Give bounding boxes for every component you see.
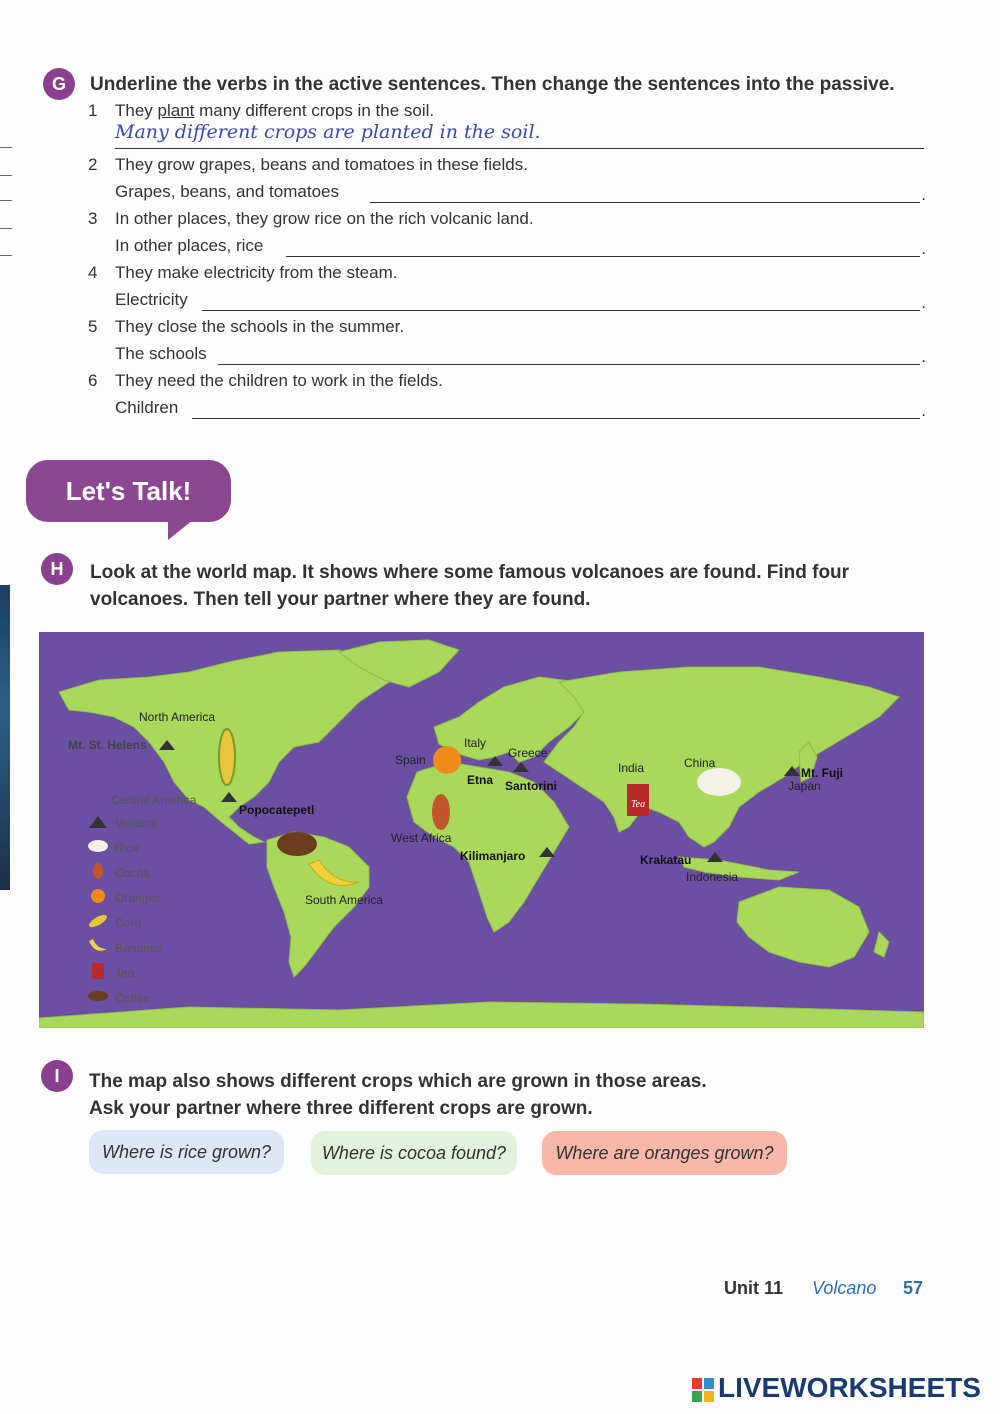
volcano-icon xyxy=(87,812,109,830)
exercise-h-instruction-line1: Look at the world map. It shows where some famous volcanoes are found. Find four xyxy=(90,562,850,583)
speech-bubble-oranges: Where are oranges grown? xyxy=(542,1131,787,1175)
answer-text[interactable]: Many different crops are planted in the soil. xyxy=(115,121,541,143)
legend-label: Coffee xyxy=(115,991,151,1005)
land-asia xyxy=(544,667,899,847)
label-china: China xyxy=(684,756,716,770)
answer-start: Children xyxy=(115,398,179,417)
label-india: India xyxy=(618,761,645,775)
legend-rice xyxy=(87,837,217,861)
label-north-america: North America xyxy=(139,710,216,724)
exercise-item-6 xyxy=(88,371,928,425)
item-number: 1 xyxy=(88,101,98,120)
answer-line xyxy=(115,148,924,149)
period: . xyxy=(921,293,926,312)
label-central-america: Central America xyxy=(111,793,197,807)
answer-start: Grapes, beans, and tomatoes xyxy=(115,182,339,201)
lets-talk-banner xyxy=(26,460,231,522)
answer-blank[interactable] xyxy=(192,418,920,419)
volcano-krakatau[interactable]: Krakatau xyxy=(640,853,692,867)
answer-start: Electricity xyxy=(115,290,188,309)
exercise-badge-g: G xyxy=(43,68,75,100)
land-new-zealand xyxy=(874,932,889,957)
label-indonesia: Indonesia xyxy=(686,870,739,884)
exercise-item-5 xyxy=(88,317,928,371)
volcano-popocatepetl[interactable]: Popocatepetl xyxy=(239,803,315,817)
legend-label: Volcano xyxy=(115,816,158,830)
volcano-santorini[interactable]: Santorini xyxy=(505,779,558,793)
edge-mark xyxy=(0,255,12,256)
legend-label: Bananas xyxy=(115,941,163,955)
footer-title: Volcano xyxy=(812,1278,877,1298)
volcano-kilimanjaro[interactable]: Kilimanjaro xyxy=(460,849,526,863)
lets-talk-title: Let's Talk! xyxy=(65,476,192,506)
volcano-icon xyxy=(513,762,529,772)
exercise-item-1 xyxy=(88,101,928,155)
legend-tea xyxy=(87,962,217,986)
corn-icon xyxy=(219,729,235,785)
exercise-i-line1: The map also shows different crops which are grown in those areas. xyxy=(89,1071,707,1092)
sentence-part: They xyxy=(115,101,158,120)
tea-box-label: Tea xyxy=(631,799,646,810)
exercise-i-line2: Ask your partner where three different crops are grown. xyxy=(89,1098,593,1119)
legend-label: Oranges xyxy=(115,891,162,905)
world-map xyxy=(39,632,924,1028)
item-sentence: They make electricity from the steam. xyxy=(115,263,398,282)
period: . xyxy=(921,239,926,258)
label-greece: Greece xyxy=(508,746,548,760)
legend-volcano xyxy=(87,812,217,836)
rice-icon xyxy=(87,837,109,855)
legend-bananas xyxy=(87,937,217,961)
label-japan: Japan xyxy=(788,779,821,793)
volcano-icon xyxy=(707,852,723,862)
legend-corn xyxy=(87,912,217,936)
volcano-st-helens[interactable]: Mt. St. Helens xyxy=(68,738,147,752)
legend-coffee xyxy=(87,987,217,1011)
item-sentence: They need the children to work in the fields. xyxy=(115,371,443,390)
coffee-icon xyxy=(87,987,109,1005)
orange-icon xyxy=(433,746,461,774)
footer-unit: Unit 11 xyxy=(724,1278,784,1298)
legend-label: Cocoa xyxy=(115,866,150,880)
volcano-etna[interactable]: Etna xyxy=(467,773,494,787)
item-sentence xyxy=(115,101,434,121)
orange-icon xyxy=(87,887,109,905)
cocoa-icon xyxy=(432,794,450,830)
edge-mark xyxy=(0,175,12,176)
edge-mark xyxy=(0,228,12,229)
exercise-item-4 xyxy=(88,263,928,317)
exercise-badge-i: I xyxy=(41,1060,73,1092)
item-sentence: They close the schools in the summer. xyxy=(115,317,405,336)
label-west-africa: West Africa xyxy=(391,831,452,845)
answer-blank[interactable] xyxy=(218,364,920,365)
item-number: 6 xyxy=(88,371,98,390)
adjacent-page-strip xyxy=(0,585,10,890)
speech-bubble-cocoa: Where is cocoa found? xyxy=(311,1131,517,1175)
item-number: 3 xyxy=(88,209,98,228)
label-spain: Spain xyxy=(395,753,426,767)
underlined-verb[interactable]: plant xyxy=(157,101,195,120)
period: . xyxy=(921,347,926,366)
label-italy: Italy xyxy=(464,736,487,750)
period: . xyxy=(921,401,926,420)
exercise-h-instruction-line2: volcanoes. Then tell your partner where they are found. xyxy=(90,589,591,610)
period: . xyxy=(921,185,926,204)
liveworksheets-brand[interactable]: LIVEWORKSHEETS xyxy=(718,1372,981,1403)
corn-icon xyxy=(87,912,109,930)
speech-bubble-rice: Where is rice grown? xyxy=(89,1130,284,1174)
exercise-badge-h: H xyxy=(41,553,73,585)
legend-cocoa xyxy=(87,862,217,886)
legend-label: Corn xyxy=(115,916,142,930)
label-south-america: South America xyxy=(305,893,384,907)
coffee-icon xyxy=(277,832,317,856)
item-number: 2 xyxy=(88,155,98,174)
edge-mark xyxy=(0,200,12,201)
exercise-item-2 xyxy=(88,155,928,209)
answer-start: The schools xyxy=(115,344,207,363)
legend-label: Rice xyxy=(115,841,140,855)
item-sentence: They grow grapes, beans and tomatoes in these fields. xyxy=(115,155,528,174)
banana-icon xyxy=(87,937,109,955)
liveworksheets-logo-icon xyxy=(692,1378,714,1402)
item-sentence: In other places, they grow rice on the rich volcanic land. xyxy=(115,209,534,228)
legend-oranges xyxy=(87,887,217,911)
sentence-part: many different crops in the soil. xyxy=(194,101,435,120)
answer-blank[interactable] xyxy=(286,256,920,257)
answer-blank[interactable] xyxy=(202,310,920,311)
answer-start: In other places, rice xyxy=(115,236,264,255)
legend-label: Tea xyxy=(115,966,135,980)
exercise-item-3 xyxy=(88,209,928,263)
cocoa-icon xyxy=(87,862,109,880)
item-number: 4 xyxy=(88,263,98,282)
edge-mark xyxy=(0,147,12,148)
land-australia xyxy=(737,887,869,967)
rice-icon xyxy=(697,768,741,796)
page-number: 57 xyxy=(903,1278,924,1298)
item-number: 5 xyxy=(88,317,98,336)
tea-icon xyxy=(87,962,109,980)
answer-blank[interactable] xyxy=(370,202,920,203)
volcano-fuji[interactable]: Mt. Fuji xyxy=(801,766,843,780)
exercise-g-instruction: Underline the verbs in the active sentences. Then change the sentences into the passive. xyxy=(90,74,895,95)
